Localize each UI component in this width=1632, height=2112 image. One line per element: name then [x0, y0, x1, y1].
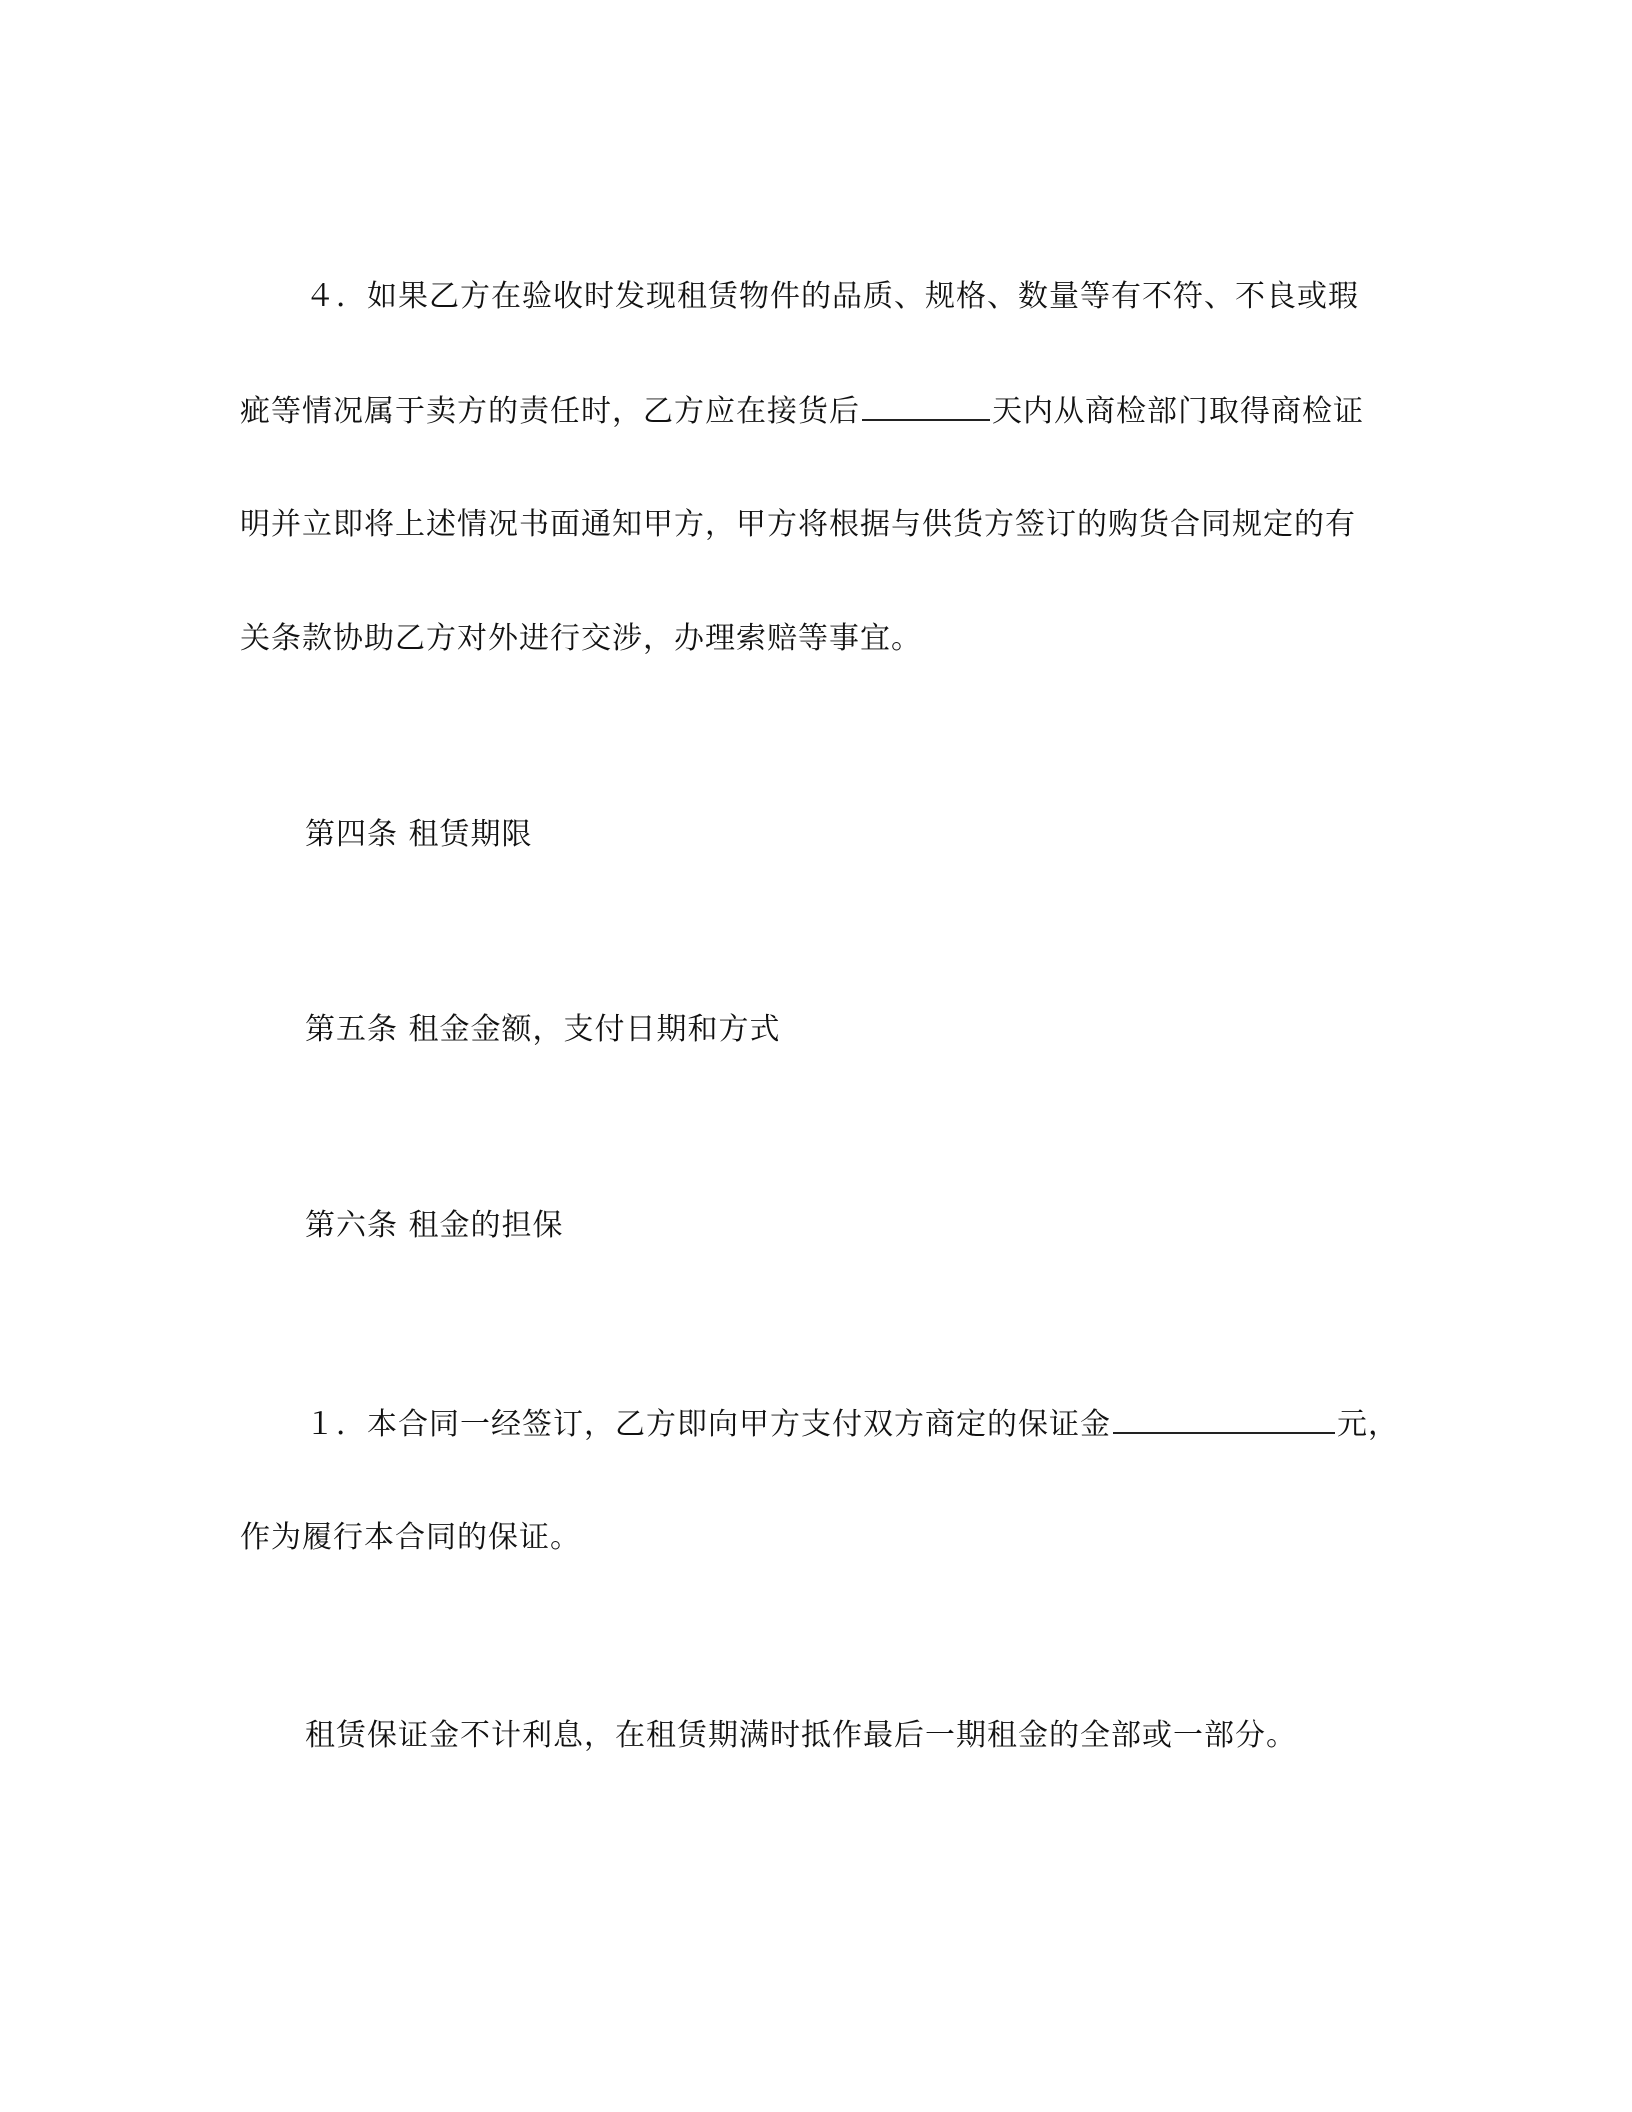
- item4-line4: [240, 619, 1390, 659]
- article6-item1-text-2: 作为履行本合同的保证。: [240, 1520, 581, 1555]
- article4-heading: [305, 815, 1455, 855]
- article6-item1-text-1b: 元，: [1337, 1407, 1399, 1442]
- deposit-amount-blank-field[interactable]: [1113, 1404, 1335, 1434]
- deposit-note: [305, 1716, 1455, 1756]
- item4-line2: [240, 391, 1390, 432]
- days-blank-field[interactable]: [862, 391, 990, 421]
- article5-heading: [305, 1010, 1455, 1050]
- item4-text-3: 明并立即将上述情况书面通知甲方，甲方将根据与供货方签订的购货合同规定的有: [240, 507, 1356, 542]
- article4-heading-text: 第四条 租赁期限: [305, 817, 533, 852]
- item4-line1: [305, 277, 1455, 317]
- item4-line3: [240, 505, 1390, 545]
- deposit-note-text: 租赁保证金不计利息，在租赁期满时抵作最后一期租金的全部或一部分。: [305, 1718, 1297, 1753]
- article6-item1-line1: [305, 1404, 1455, 1445]
- item4-text-2b: 天内从商检部门取得商检证: [992, 394, 1364, 429]
- article6-heading-text: 第六条 租金的担保: [305, 1208, 564, 1243]
- article5-heading-text: 第五条 租金金额，支付日期和方式: [305, 1012, 781, 1047]
- item4-text-1: ４．如果乙方在验收时发现租赁物件的品质、规格、数量等有不符、不良或瑕: [305, 279, 1359, 314]
- item4-text-4: 关条款协助乙方对外进行交涉，办理索赔等事宜。: [240, 621, 922, 656]
- article6-item1-line2: [240, 1518, 1390, 1558]
- article6-heading: [305, 1206, 1455, 1246]
- article6-item1-text-1a: １．本合同一经签订，乙方即向甲方支付双方商定的保证金: [305, 1407, 1111, 1442]
- item4-text-2a: 疵等情况属于卖方的责任时，乙方应在接货后: [240, 394, 860, 429]
